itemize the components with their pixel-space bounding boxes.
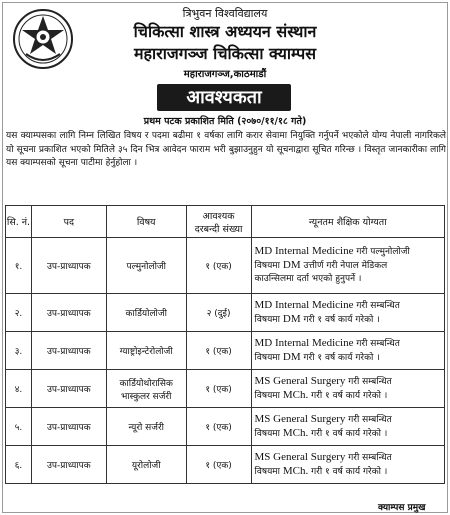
header-sn: सि. नं. [6, 206, 32, 238]
signature-campus-chief: क्याम्पस प्रमुख [378, 503, 426, 513]
cell-quota: २ (दुई) [186, 294, 251, 332]
cell-subject: न्यूरो सर्जरी [106, 408, 186, 446]
cell-quota: १ (एक) [186, 370, 251, 408]
subject-line: कार्डियोथोरासिक [119, 378, 173, 389]
campus-location: महाराजगञ्ज,काठमाडौं [183, 69, 267, 80]
qualification-line: MD Internal Medicine गरी सम्बन्धित [254, 298, 400, 311]
latin-text: MCh. [282, 464, 309, 477]
latin-text: MD Internal Medicine [254, 245, 354, 257]
cell-post: उप-प्राध्यापक [31, 408, 106, 446]
table-header-row [6, 206, 445, 238]
qualification-line: काउन्सिलमा दर्ता भएको हुनुपर्ने । [254, 274, 362, 284]
table-row [6, 408, 445, 446]
latin-text: MD Internal Medicine [254, 298, 354, 311]
header-quota-line2: दरबन्दी संख्या [194, 223, 243, 235]
notice-paragraph: यस क्याम्पसका लागि निम्न लिखित विषय र पदमा बढीमा १ वर्षका लागि करार सेवामा नियुक्ति गर्नुपर्ने भएकोले योग्य नेपाली नागरिकले यो सूचना प्रकाशित भएको मितिले ३५ दिन भित्र आवेदन फाराम भरी बुझाउनुहुन यो सूचनाद्वारा सूचित गरिन्छ । विस्तृत जानकारीका लागि यस क्याम्पसको सूचना पाटीमा हेर्नुहोला । [6, 131, 446, 168]
header-post: पद [31, 206, 106, 238]
header-subject: विषय [106, 206, 186, 238]
qualification-line: विषयमा MCh. गरी १ वर्ष कार्य गरेको । [254, 388, 388, 401]
cell-qualification [251, 332, 444, 370]
latin-text: MS General Surgery [254, 450, 346, 463]
latin-text: MD Internal Medicine [254, 336, 354, 349]
table-row [6, 294, 445, 332]
cell-quota: १ (एक) [186, 446, 251, 484]
qualification-line: MD Internal Medicine गरी पल्मुनोलोजी [254, 245, 410, 257]
qualification-line: विषयमा DM गरी १ वर्ष कार्य गरेको । [254, 350, 380, 363]
cell-subject: कार्डियोलोजी [106, 294, 186, 332]
cell-post: उप-प्राध्यापक [31, 332, 106, 370]
qualification-line: MD Internal Medicine गरी सम्बन्धित [254, 336, 400, 349]
latin-text: DM [282, 350, 301, 363]
cell-sn: ५. [6, 408, 32, 446]
header-quota [186, 206, 251, 238]
cell-sn: ४. [6, 370, 32, 408]
institute-name: चिकित्सा शास्त्र अध्ययन संस्थान [133, 22, 317, 41]
header-quota-line1: आवश्यक [202, 210, 235, 222]
qualification-line: MS General Surgery गरी सम्बन्धित [254, 450, 392, 463]
university-name: त्रिभुवन विश्वविद्यालय [182, 7, 268, 20]
qualification-line: विषयमा DM गरी १ वर्ष कार्य गरेको । [254, 312, 380, 325]
table-row [6, 332, 445, 370]
cell-sn: ३. [6, 332, 32, 370]
cell-subject: ग्याष्ट्रोइन्टेरोलोजी [106, 332, 186, 370]
cell-qualification [251, 370, 444, 408]
cell-sn: २. [6, 294, 32, 332]
requirements-table [5, 205, 445, 484]
cell-sn: ६. [6, 446, 32, 484]
cell-subject: पल्मुनोलोजी [106, 238, 186, 294]
cell-qualification [251, 238, 444, 294]
subject-line: भास्कुलर सर्जरी [120, 391, 172, 402]
cell-qualification [251, 446, 444, 484]
campus-name: महाराजगञ्ज चिकित्सा क्याम्पस [133, 44, 317, 63]
table-row [6, 370, 445, 408]
cell-post: उप-प्राध्यापक [31, 238, 106, 294]
cell-quota: १ (एक) [186, 332, 251, 370]
cell-post: उप-प्राध्यापक [31, 370, 106, 408]
cell-subject: यूरोलोजी [106, 446, 186, 484]
cell-post: उप-प्राध्यापक [31, 446, 106, 484]
qualification-line: विषयमा MCh. गरी १ वर्ष कार्य गरेको । [254, 464, 388, 477]
latin-text: MS General Surgery [254, 374, 346, 387]
table-row [6, 238, 445, 294]
qualification-line: विषयमा DM उत्तीर्ण गरी नेपाल मेडिकल [254, 259, 388, 271]
cell-qualification [251, 294, 444, 332]
cell-sn: १. [6, 238, 32, 294]
qualification-line: MS General Surgery गरी सम्बन्धित [254, 412, 392, 425]
vacancy-banner: आवश्यकता [157, 84, 291, 111]
cell-post: उप-प्राध्यापक [31, 294, 106, 332]
cell-qualification [251, 408, 444, 446]
qualification-line: विषयमा MCh. गरी १ वर्ष कार्य गरेको । [254, 426, 388, 439]
latin-text: DM [282, 312, 301, 325]
latin-text: MCh. [282, 426, 309, 439]
qualification-line: MS General Surgery गरी सम्बन्धित [254, 374, 392, 387]
publish-date: प्रथम पटक प्रकाशित मिति (२०७०/११/१८ गते) [143, 116, 307, 127]
latin-text: MS General Surgery [254, 412, 346, 425]
table-row [6, 446, 445, 484]
header-qualification: न्यूनतम शैक्षिक योग्यता [251, 206, 444, 238]
cell-quota: १ (एक) [186, 408, 251, 446]
latin-text: MCh. [282, 388, 309, 401]
latin-text: DM [282, 259, 301, 271]
cell-quota: १ (एक) [186, 238, 251, 294]
cell-subject [106, 370, 186, 408]
